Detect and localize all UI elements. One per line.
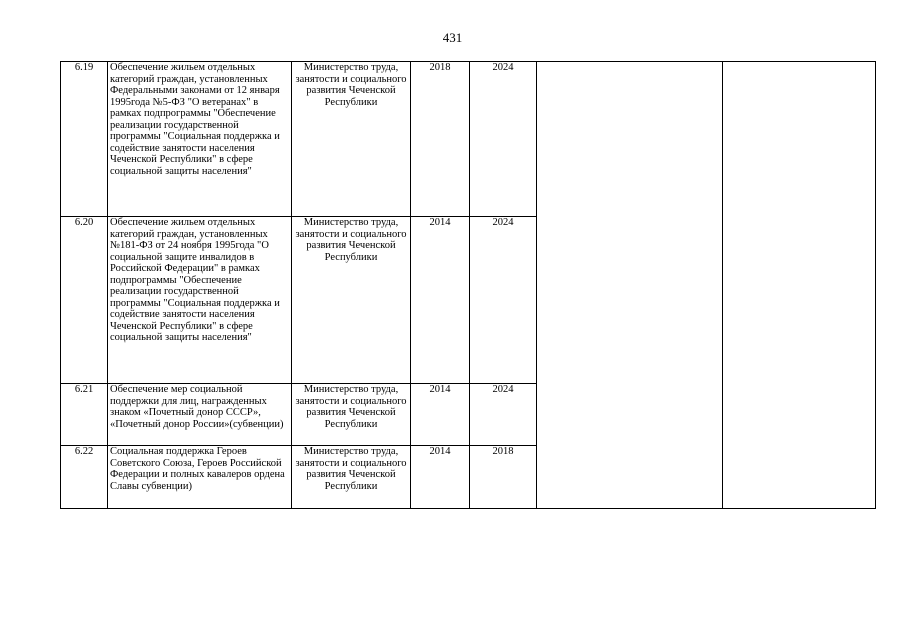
responsible-executor: Министерство труда, занятости и социального развития Чеченской Республики — [292, 62, 411, 217]
measure-description: Обеспечение жильем отдельных категорий граждан, установленных Федеральными законами от 12 января 1995года №5-ФЗ "О ветеранах" в рамках подпрограммы "Обеспечение реализации государственной программы "Социальная поддержка и содействие занятости населения Чеченской Республики" в сфере социальной защиты населения" — [108, 62, 292, 217]
row-number: 6.19 — [61, 62, 108, 217]
row-number: 6.22 — [61, 446, 108, 509]
responsible-executor: Министерство труда, занятости и социального развития Чеченской Республики — [292, 217, 411, 384]
measure-description: Обеспечение жильем отдельных категорий граждан, установленных №181-ФЗ от 24 ноября 1995года "О социальной защите инвалидов в Российской Федерации" в рамках подпрограммы "Обеспечение реализации государственной программы "Социальная поддержка и содействие занятости населения Чеченской Республики" в сфере социальной защиты населения" — [108, 217, 292, 384]
end-year: 2018 — [470, 446, 537, 509]
start-year: 2014 — [411, 217, 470, 384]
measure-description: Обеспечение мер социальной поддержки для лиц, награжденных знаком «Почетный донор СССР», «Почетный донор России»(субвенции) — [108, 384, 292, 446]
empty-cell-indicators — [723, 62, 876, 509]
end-year: 2024 — [470, 62, 537, 217]
start-year: 2018 — [411, 62, 470, 217]
start-year: 2014 — [411, 384, 470, 446]
responsible-executor: Министерство труда, занятости и социального развития Чеченской Республики — [292, 446, 411, 509]
page-number: 431 — [442, 30, 463, 45]
empty-cell-results — [537, 62, 723, 509]
row-number: 6.20 — [61, 217, 108, 384]
measure-description: Социальная поддержка Героев Советского Союза, Героев Российской Федерации и полных кавалеров ордена Славы субвенции) — [108, 446, 292, 509]
program-measures-table — [60, 61, 876, 509]
row-number: 6.21 — [61, 384, 108, 446]
responsible-executor: Министерство труда, занятости и социального развития Чеченской Республики — [292, 384, 411, 446]
end-year: 2024 — [470, 217, 537, 384]
end-year: 2024 — [470, 384, 537, 446]
start-year: 2014 — [411, 446, 470, 509]
table-row — [61, 62, 876, 217]
